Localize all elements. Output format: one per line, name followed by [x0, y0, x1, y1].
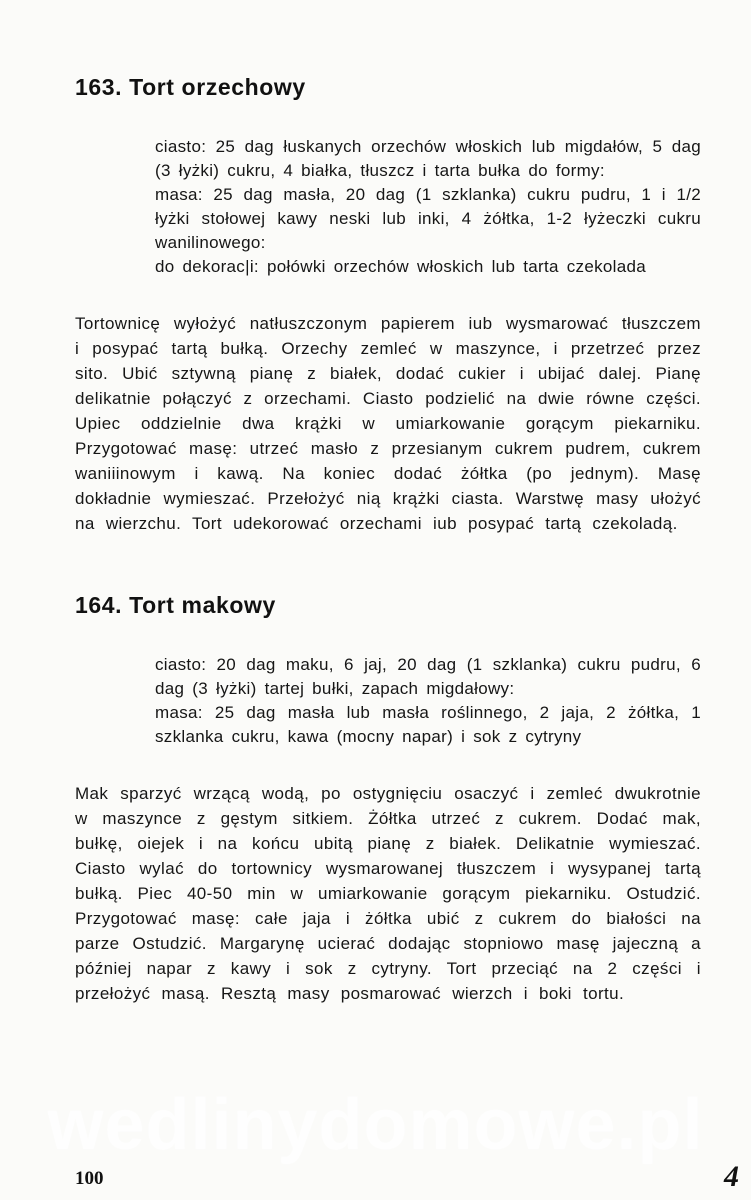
ingredient-list [155, 135, 701, 279]
recipe-instructions: Mak sparzyć wrzącą wodą, po ostygnięciu osaczyć i zemleć dwukrotnie w maszynce z gęstym sitkiem. Żółtka utrzeć z cukrem. Dodać mak, bułkę, oiejek i na końcu ubitą pianę z białek. Delikatnie wymieszać. Ciasto wylać do tortownicy wysmarowanej tłuszczem i wysypanej tartą bułką. Piec 40-50 min w umiarkowanie gorącym piekarniku. Ostudzić. Przygotować masę: całe jaja i żółtka ubić z cukrem do białości na parze Ostudzić. Margarynę ucierać dodając stopniowo masę jajeczną a później napar z kawy i sok z cytryny. Tort przeciąć na 2 części i przełożyć masą. Resztą masy posmarować wierzch i boki tortu. [75, 784, 701, 1003]
ingredient-section-masa: masa: 25 dag masła lub masła roślinnego, 2 jaja, 2 żółtka, 1 szklanka cukru, kawa (mocny napar) i sok z cytryny [155, 703, 701, 746]
corner-numeral: 4 [724, 1160, 739, 1193]
ingredient-section-ciasto: ciasto: 25 dag łuskanych orzechów włoskich lub migdałów, 5 dag (3 łyżki) cukru, 4 białka, tłuszcz i tarta bułka do formy: [155, 137, 701, 180]
recipe-heading: 164. Tort makowy [75, 592, 276, 618]
recipe-164-tort-makowy [75, 592, 701, 1006]
page-number: 100 [75, 1168, 104, 1189]
recipe-163-tort-orzechowy [75, 74, 701, 536]
recipe-heading: 163. Tort orzechowy [75, 74, 306, 100]
page-footer [0, 1160, 751, 1194]
ingredient-list [155, 653, 701, 749]
ingredient-section-masa: masa: 25 dag masła, 20 dag (1 szklanka) cukru pudru, 1 i 1/2 łyżki stołowej kawy neski lub inki, 4 żółtka, 1-2 łyżeczki cukru wanilinowego: [155, 185, 701, 252]
site-watermark: wedlinydomowe.pl [47, 1085, 704, 1165]
ingredient-section-dekoracja: do dekorac|i: połówki orzechów włoskich lub tarta czekolada [155, 257, 647, 276]
ingredient-section-ciasto: ciasto: 20 dag maku, 6 jaj, 20 dag (1 szklanka) cukru pudru, 6 dag (3 łyżki) tartej bułki, zapach migdałowy: [155, 655, 701, 698]
recipe-instructions: Tortownicę wyłożyć natłuszczonym papierem iub wysmarować tłuszczem i posypać tartą bułką. Orzechy zemleć w maszynce, i przetrzeć przez sito. Ubić sztywną pianę z białek, dodać cukier i ubijać dalej. Pianę delikatnie połączyć z orzechami. Ciasto podzielić na dwie równe części. Upiec oddzielnie dwa krążki w umiarkowanie gorącym piekarniku. Przygotować masę: utrzeć masło z przesianym cukrem pudrem, cukrem waniiinowym i kawą. Na koniec dodać żółtka (po jednym). Masę dokładnie wymieszać. Przełożyć nią krążki ciasta. Warstwę masy ułożyć na wierzchu. Tort udekorować orzechami iub posypać tartą czekoladą. [75, 314, 701, 533]
